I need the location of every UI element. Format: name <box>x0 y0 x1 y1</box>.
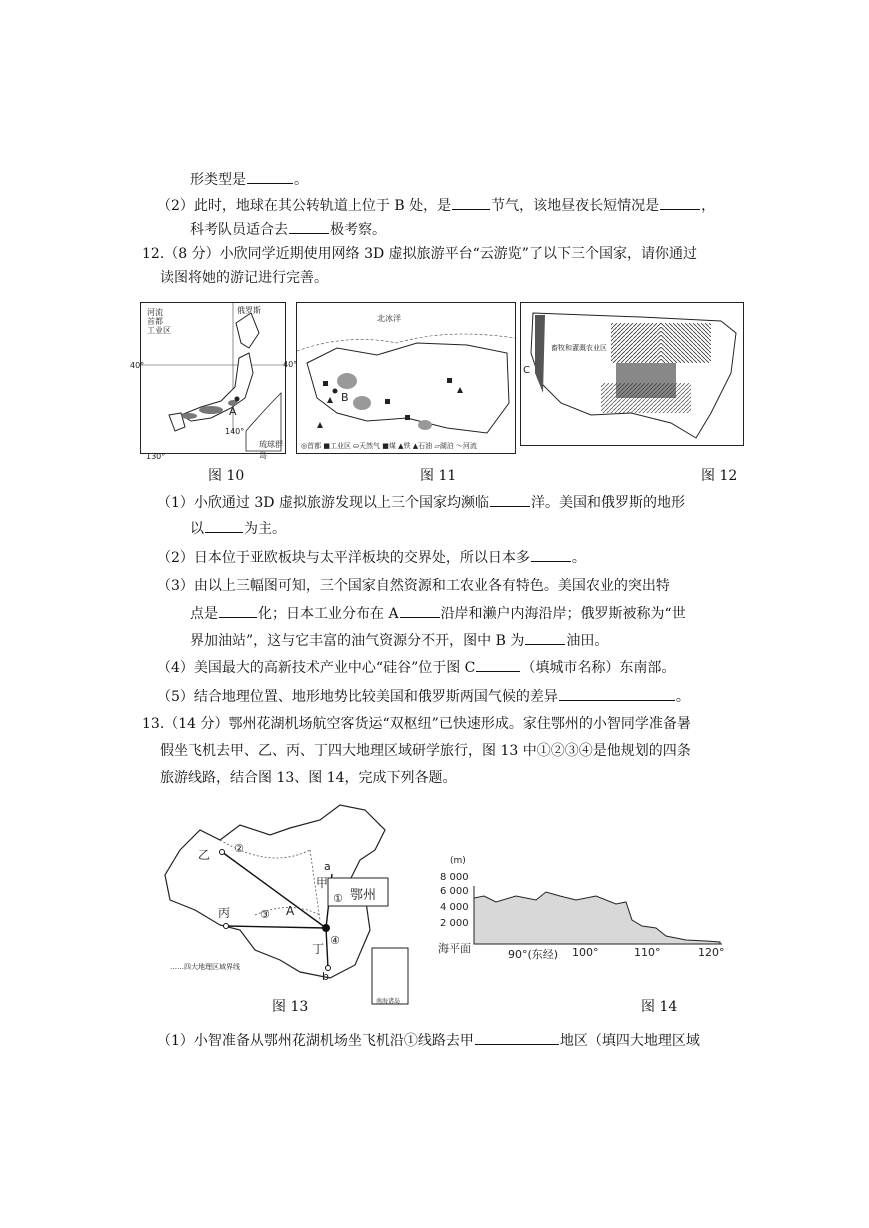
text: 形类型是 <box>190 172 246 188</box>
text: 极考察。 <box>330 222 386 238</box>
text-line <box>160 268 328 288</box>
text-line <box>190 630 608 651</box>
answer-blank[interactable] <box>400 603 440 618</box>
text: 洋。美国和俄罗斯的地形 <box>530 495 685 511</box>
figure-12-usa-map <box>520 302 744 446</box>
text: （1）小智准备从鄂州花湖机场坐飞机沿①线路去甲 <box>157 1033 474 1049</box>
text: 12.（8 分）小欣同学近期使用网络 3D 虚拟旅游平台“云游览”了以下三个国家，请你通过 <box>142 246 697 262</box>
answer-blank[interactable] <box>559 686 675 701</box>
usa-map-svg <box>521 303 743 445</box>
text: 节气，该地昼夜长短情况是 <box>491 198 660 214</box>
latitude-label: 40° <box>283 360 298 369</box>
y-tick: 4 000 <box>440 902 469 913</box>
region-label: 丁 <box>312 942 325 956</box>
answer-blank[interactable] <box>205 518 243 533</box>
label-a-lower: a <box>324 860 331 873</box>
label-a: A <box>286 904 295 918</box>
map-legend: ◎首都 ■工业区 ⛀天然气 ■煤 ▲铁 ▲石油 ▱湖泊 ～河流 <box>301 442 477 450</box>
text-line <box>190 518 286 539</box>
text: 沿岸和濑户内海沿岸；俄罗斯被称为“世 <box>440 606 686 622</box>
region-label: 甲 <box>316 876 329 890</box>
question-12 <box>142 244 697 264</box>
label-a: A <box>229 405 237 418</box>
region-label: 畜牧和灌溉农业区 <box>551 344 607 352</box>
figure-caption: 图 12 <box>701 468 738 484</box>
legend-capital: 首都 <box>147 317 163 326</box>
answer-blank[interactable] <box>289 219 329 234</box>
x-tick: 110° <box>634 946 661 959</box>
text-line <box>160 741 691 761</box>
figure-caption: 图 14 <box>641 999 678 1015</box>
text: 13.（14 分）鄂州花湖机场航空客货运“双枢纽”已快速形成。家住鄂州的小智同学准备暑 <box>142 716 691 732</box>
answer-blank[interactable] <box>490 492 530 507</box>
legend-industry: 工业区 <box>147 326 171 335</box>
text-line <box>190 169 308 190</box>
text-line <box>157 576 670 596</box>
answer-blank[interactable] <box>525 630 565 645</box>
y-tick: 6 000 <box>440 886 469 897</box>
text-line <box>157 1030 700 1051</box>
y-tick: 8 000 <box>440 872 469 883</box>
legend-river: 河流 <box>147 308 163 317</box>
label-b: b <box>322 970 329 983</box>
text: （2）此时，地球在其公转轨道上位于 B 处，是 <box>157 198 452 214</box>
map-legend: ……四大地理区域界线 <box>170 963 240 971</box>
text: （填城市名称）东南部。 <box>521 660 676 676</box>
answer-blank[interactable] <box>452 195 490 210</box>
ocean-label: 北冰洋 <box>377 314 401 323</box>
text: （3）由以上三幅图可知，三个国家自然资源和工农业各有特色。美国农业的突出特 <box>157 578 670 594</box>
region-label: 丙 <box>218 906 231 920</box>
question-13 <box>142 714 691 734</box>
inset-label: 南海诸岛 <box>376 998 401 1005</box>
text: 。 <box>675 689 690 705</box>
text: 旅游线路，结合图 13、图 14，完成下列各题。 <box>160 770 457 786</box>
text-line <box>157 657 675 678</box>
route-label: ③ <box>260 908 270 921</box>
route-label: ① <box>333 892 343 905</box>
text: 假坐飞机去甲、乙、丙、丁四大地理区域研学旅行，图 13 中①②③④是他规划的四条 <box>160 743 691 759</box>
figure-caption: 图 10 <box>208 468 245 484</box>
unit-label: (m) <box>450 856 466 866</box>
sea-level-label: 海平面 <box>438 942 471 955</box>
label-c: C <box>523 365 530 376</box>
answer-blank[interactable] <box>219 603 257 618</box>
text-line <box>160 768 457 788</box>
y-tick: 2 000 <box>440 918 469 929</box>
text-line <box>190 603 686 624</box>
answer-blank[interactable] <box>247 169 293 184</box>
text: 化；日本工业分布在 A <box>258 606 399 622</box>
route-label: ② <box>234 842 244 855</box>
text: 点是 <box>190 606 218 622</box>
figure-11-russia-map <box>296 302 516 454</box>
figure-13-china-map <box>160 800 412 1008</box>
longitude-label: 130° <box>146 452 166 461</box>
text: 科考队员适合去 <box>190 222 288 238</box>
x-tick: 90°(东经) <box>508 948 559 961</box>
text: ， <box>701 198 716 214</box>
latitude-label: 40° <box>130 361 145 370</box>
longitude-label: 140° <box>225 427 245 436</box>
text: 读图将她的游记进行完善。 <box>160 270 328 286</box>
text: 。 <box>571 550 586 566</box>
text: 为主。 <box>244 521 286 537</box>
answer-blank[interactable] <box>660 195 700 210</box>
russia-map-svg <box>297 303 515 453</box>
route-label: ④ <box>330 934 340 947</box>
text-line <box>190 219 386 240</box>
x-tick: 120° <box>698 946 725 959</box>
label-b: B <box>341 391 349 404</box>
text-line <box>157 195 715 216</box>
country-label: 俄罗斯 <box>237 306 261 315</box>
figure-caption: 图 13 <box>272 999 309 1015</box>
text: （2）日本位于亚欧板块与太平洋板块的交界处，所以日本多 <box>157 550 530 566</box>
text: 。 <box>294 172 308 188</box>
text: （1）小欣通过 3D 虚拟旅游发现以上三个国家均濒临 <box>157 495 489 511</box>
text: 以 <box>190 521 204 537</box>
text: （4）美国最大的高新技术产业中心“硅谷”位于图 C <box>157 660 476 676</box>
text: 界加油站”，这与它丰富的油气资源分不开，图中 B 为 <box>190 633 525 649</box>
city-label: 鄂州 <box>350 888 377 903</box>
text-line <box>157 686 690 707</box>
answer-blank[interactable] <box>476 657 520 672</box>
text: 油田。 <box>566 633 609 649</box>
figure-caption: 图 11 <box>420 468 457 484</box>
region-label: 乙 <box>198 848 211 862</box>
answer-blank[interactable] <box>475 1030 559 1045</box>
text-line <box>157 492 685 513</box>
answer-blank[interactable] <box>531 547 571 562</box>
inset-label: 琉球群岛 <box>259 440 283 460</box>
x-tick: 100° <box>572 946 599 959</box>
text-line <box>157 547 586 568</box>
figure-14-elevation-profile <box>436 856 726 966</box>
text: 地区（填四大地理区域 <box>559 1033 700 1049</box>
text: （5）结合地理位置、地形地势比较美国和俄罗斯两国气候的差异 <box>157 689 558 705</box>
